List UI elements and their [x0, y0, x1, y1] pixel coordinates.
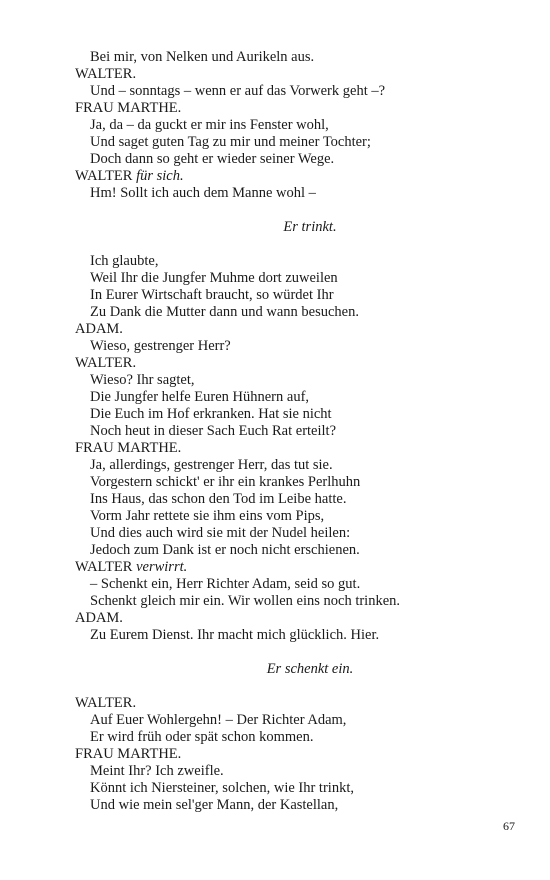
speaker-label: ADAM. — [75, 321, 123, 337]
speaker-label: FRAU MARTHE. — [75, 440, 182, 456]
speaker-name — [75, 168, 515, 185]
verse-line: Bei mir, von Nelken und Aurikeln aus. — [90, 49, 315, 65]
verse-line: Hm! Sollt ich auch dem Manne wohl – — [90, 185, 316, 201]
verse-line: Noch heut in dieser Sach Euch Rat erteilt? — [90, 423, 337, 439]
stage-direction: Er schenkt ein. — [266, 661, 354, 677]
verse-line: Jedoch zum Dank ist er noch nicht erschienen. — [90, 542, 360, 558]
stage-direction-inline: für sich. — [136, 168, 184, 184]
play-text — [75, 49, 515, 814]
verse-line: Ja, da – da guckt er mir ins Fenster wohl, — [90, 117, 329, 133]
verse-line: In Eurer Wirtschaft braucht, so würdet Ihr — [90, 287, 334, 303]
verse-line: Ins Haus, das schon den Tod im Leibe hatte. — [90, 491, 347, 507]
speaker-label: FRAU MARTHE. — [75, 100, 182, 116]
speaker-label: WALTER. — [75, 66, 137, 82]
verse-line: Weil Ihr die Jungfer Muhme dort zuweilen — [90, 270, 338, 286]
stage-direction-inline: verwirrt. — [136, 559, 188, 575]
verse-line: Wieso? Ihr sagtet, — [90, 372, 195, 388]
speaker-name — [75, 695, 515, 712]
speaker-label: WALTER — [75, 168, 133, 184]
verse-line: Wieso, gestrenger Herr? — [90, 338, 231, 354]
verse-line: Könnt ich Niersteiner, solchen, wie Ihr trinkt, — [90, 780, 354, 796]
verse-line: Ja, allerdings, gestrenger Herr, das tut sie. — [90, 457, 333, 473]
verse-line: Doch dann so geht er wieder seiner Wege. — [90, 151, 335, 167]
speaker-name — [75, 100, 515, 117]
speaker-label: WALTER. — [75, 695, 137, 711]
verse-line: Die Jungfer helfe Euren Hühnern auf, — [90, 389, 310, 405]
speaker-label: FRAU MARTHE. — [75, 746, 182, 762]
speaker-name — [75, 66, 515, 83]
verse-line: Die Euch im Hof erkranken. Hat sie nicht — [90, 406, 332, 422]
blank-line — [75, 644, 515, 661]
blank-line — [75, 202, 515, 219]
verse-line: Zu Dank die Mutter dann und wann besuchen. — [90, 304, 359, 320]
verse-line: Und – sonntags – wenn er auf das Vorwerk geht –? — [90, 83, 386, 99]
speaker-name — [75, 610, 515, 627]
blank-line — [75, 678, 515, 695]
stage-direction: Er trinkt. — [283, 219, 337, 235]
verse-line: – Schenkt ein, Herr Richter Adam, seid so gut. — [90, 576, 361, 592]
verse-line: Er wird früh oder spät schon kommen. — [90, 729, 314, 745]
speaker-label: WALTER. — [75, 355, 137, 371]
verse-line: Und dies auch wird sie mit der Nudel heilen: — [90, 525, 351, 541]
verse-line: Schenkt gleich mir ein. Wir wollen eins noch trinken. — [90, 593, 401, 609]
verse-line: Vorgestern schickt' er ihr ein krankes Perlhuhn — [90, 474, 361, 490]
page-number: 67 — [503, 819, 515, 833]
verse-line: Auf Euer Wohlergehn! – Der Richter Adam, — [90, 712, 347, 728]
speaker-name — [75, 559, 515, 576]
verse-line: Und wie mein sel'ger Mann, der Kastellan, — [90, 797, 339, 813]
speaker-name — [75, 746, 515, 763]
speaker-name — [75, 440, 515, 457]
speaker-name — [75, 355, 515, 372]
blank-line — [75, 236, 515, 253]
verse-line: Vorm Jahr rettete sie ihm eins vom Pips, — [90, 508, 325, 524]
speaker-label: ADAM. — [75, 610, 123, 626]
speaker-name — [75, 321, 515, 338]
verse-line: Ich glaubte, — [90, 253, 159, 269]
verse-line: Zu Eurem Dienst. Ihr macht mich glücklich. Hier. — [90, 627, 380, 643]
verse-line: Meint Ihr? Ich zweifle. — [90, 763, 224, 779]
speaker-label: WALTER — [75, 559, 133, 575]
verse-line: Und saget guten Tag zu mir und meiner Tochter; — [90, 134, 371, 150]
